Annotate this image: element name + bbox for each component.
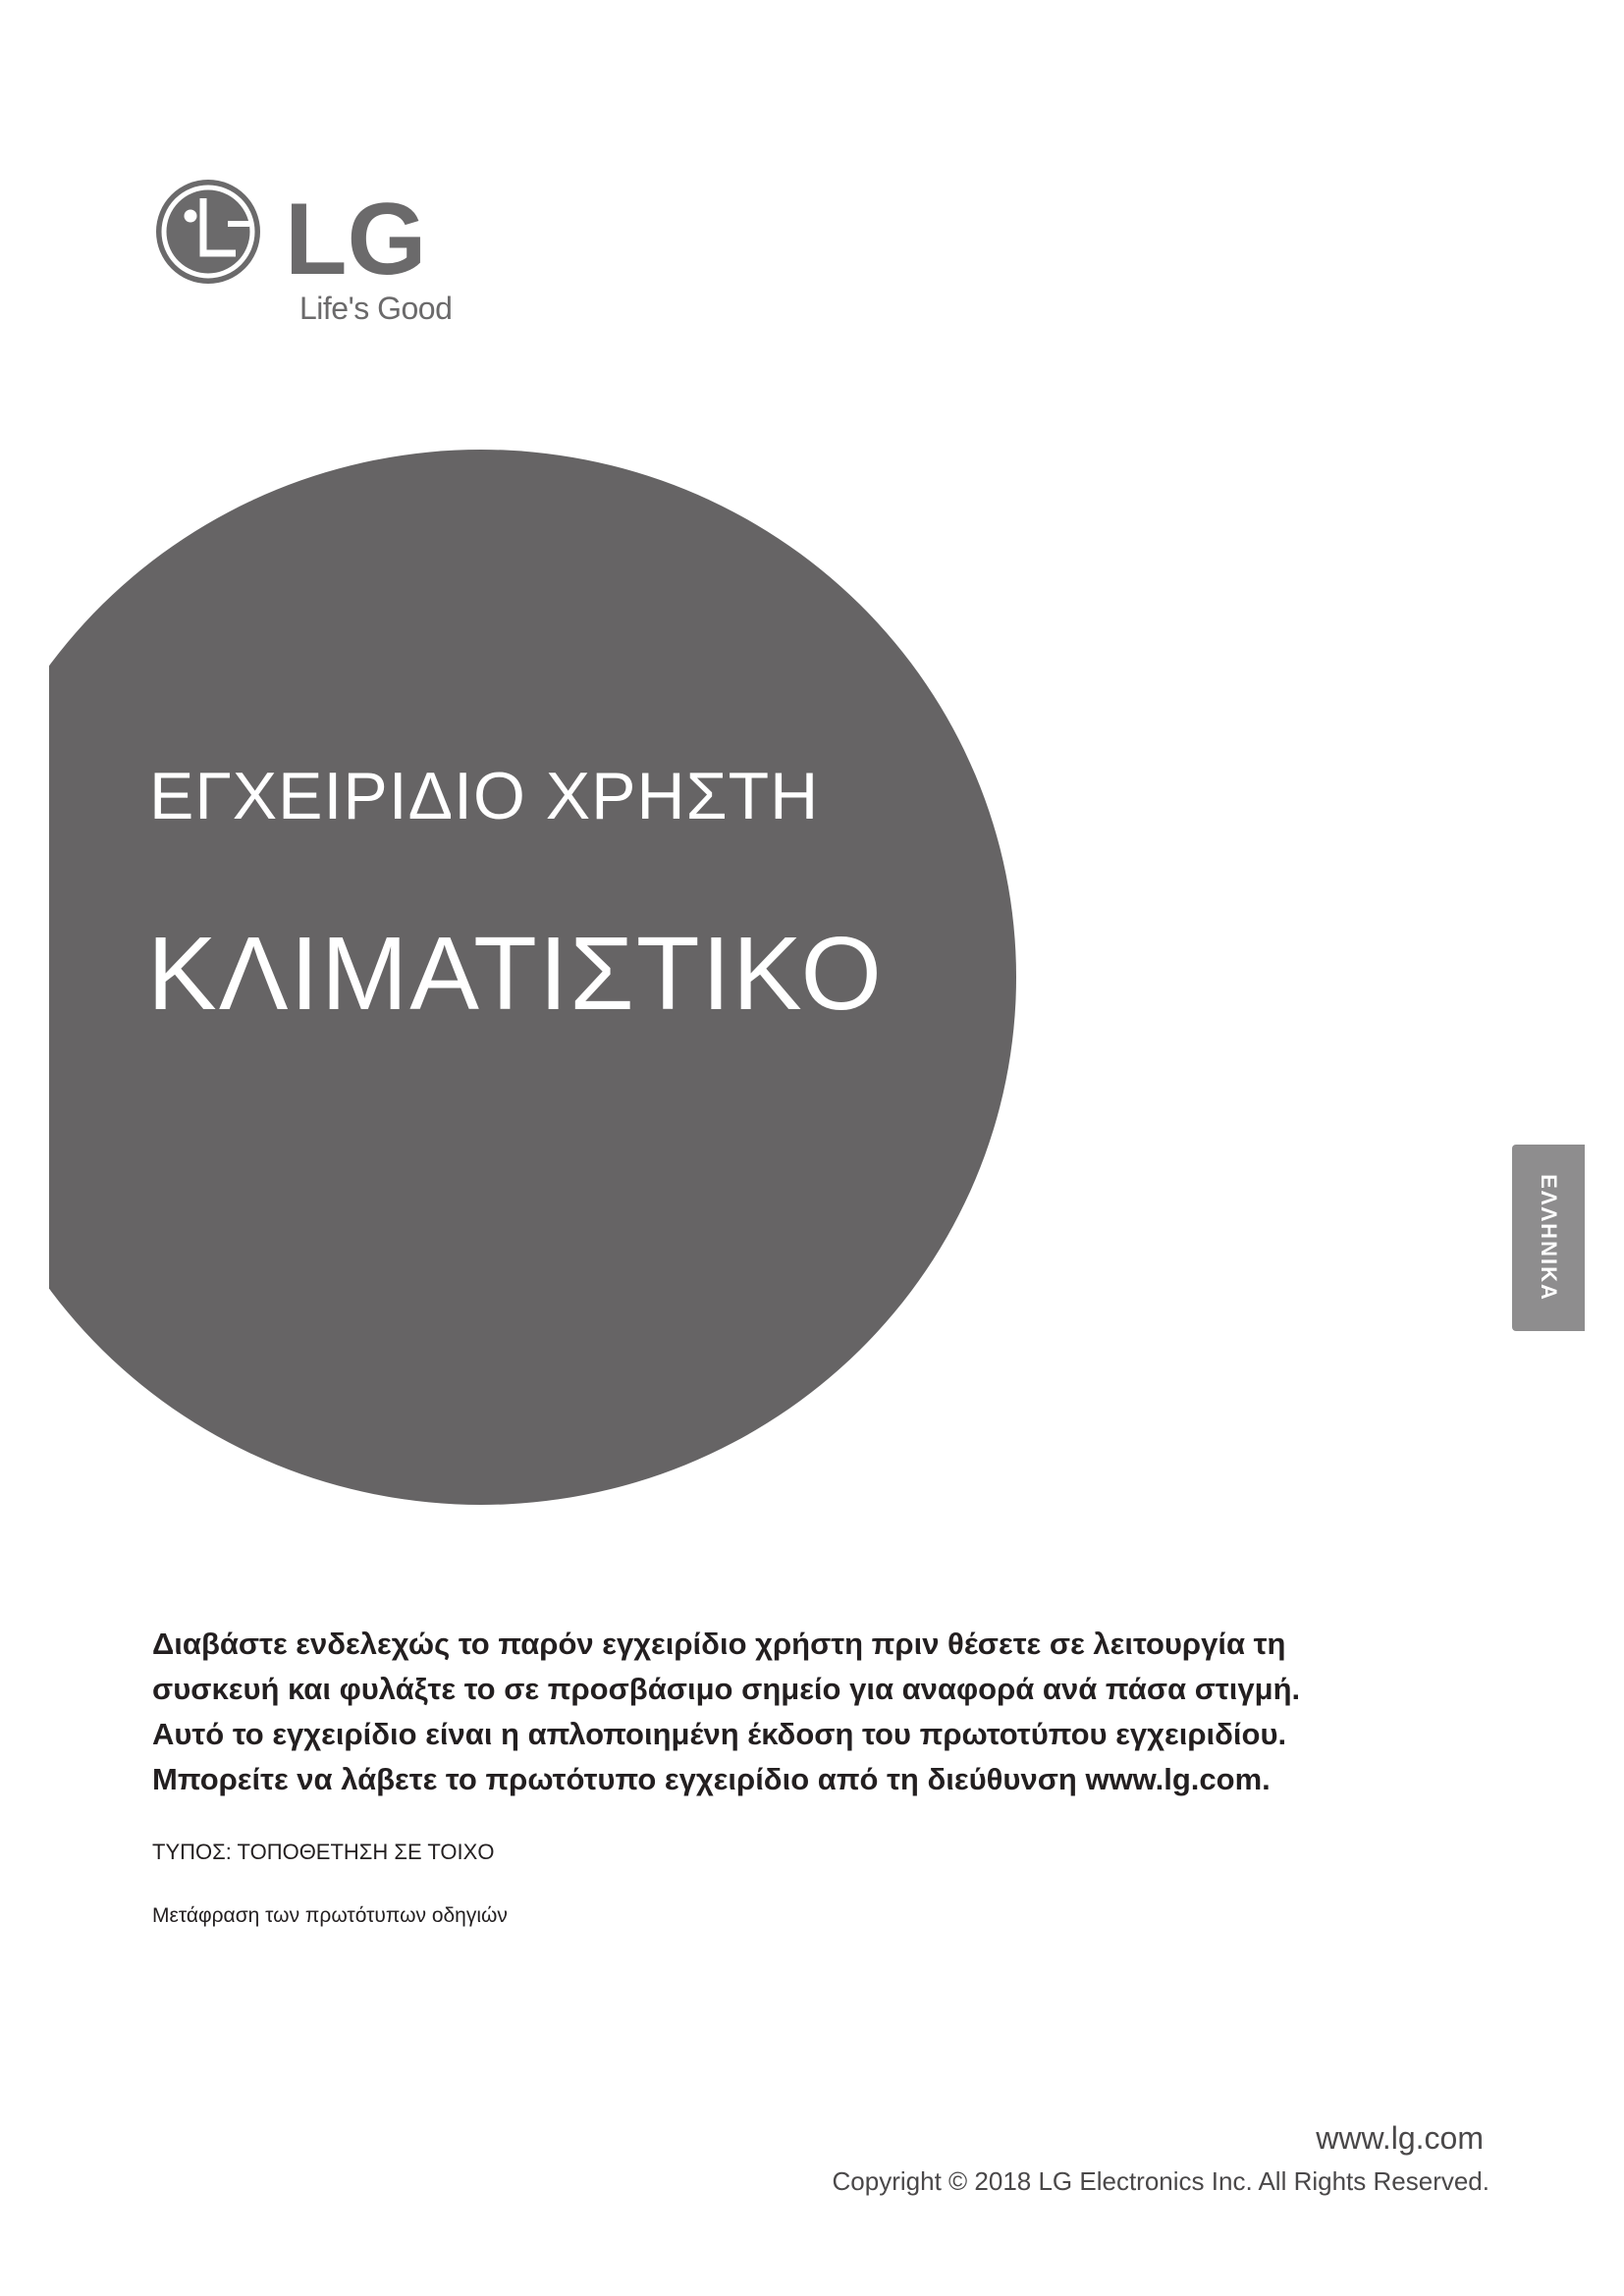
intro-line: Αυτό το εγχειρίδιο είναι η απλοποιημένη έκδοση του πρωτοτύπου εγχειριδίου. [152, 1717, 1287, 1751]
svg-text:LG: LG [285, 183, 427, 291]
logo-tagline: Life's Good [299, 291, 453, 326]
intro-paragraph [152, 1622, 1429, 1802]
lg-logo-icon [149, 173, 473, 291]
manual-title: ΕΓΧΕΙΡΙΔΙΟ ΧΡΗΣΤΗ [149, 759, 820, 833]
cover-circle-area [49, 0, 1624, 2296]
intro-line: Διαβάστε ενδελεχώς το παρόν εγχειρίδιο χρήστη πριν θέσετε σε λειτουργία τη [152, 1627, 1286, 1661]
intro-line: Μπορείτε να λάβετε το πρωτότυπο εγχειρίδιο από τη διεύθυνση www.lg.com. [152, 1762, 1271, 1796]
language-tab-label: ΕΛΛΗΝΙΚΑ [1537, 1174, 1561, 1302]
copyright-text: Copyright © 2018 LG Electronics Inc. All Rights Reserved. [832, 2166, 1489, 2196]
intro-line: συσκευή και φυλάξτε το σε προσβάσιμο σημείο για αναφορά ανά πάσα στιγμή. [152, 1672, 1301, 1706]
translation-note: Μετάφραση των πρωτότυπων οδηγιών [152, 1904, 508, 1927]
product-title: ΚΛΙΜΑΤΙΣΤΙΚΟ [147, 916, 884, 1032]
model-type: ΤΥΠΟΣ: ΤΟΠΟΘΕΤΗΣΗ ΣΕ ΤΟΙΧΟ [152, 1840, 495, 1864]
language-tab [1512, 1145, 1585, 1331]
footer-url: www.lg.com [1316, 2120, 1484, 2156]
